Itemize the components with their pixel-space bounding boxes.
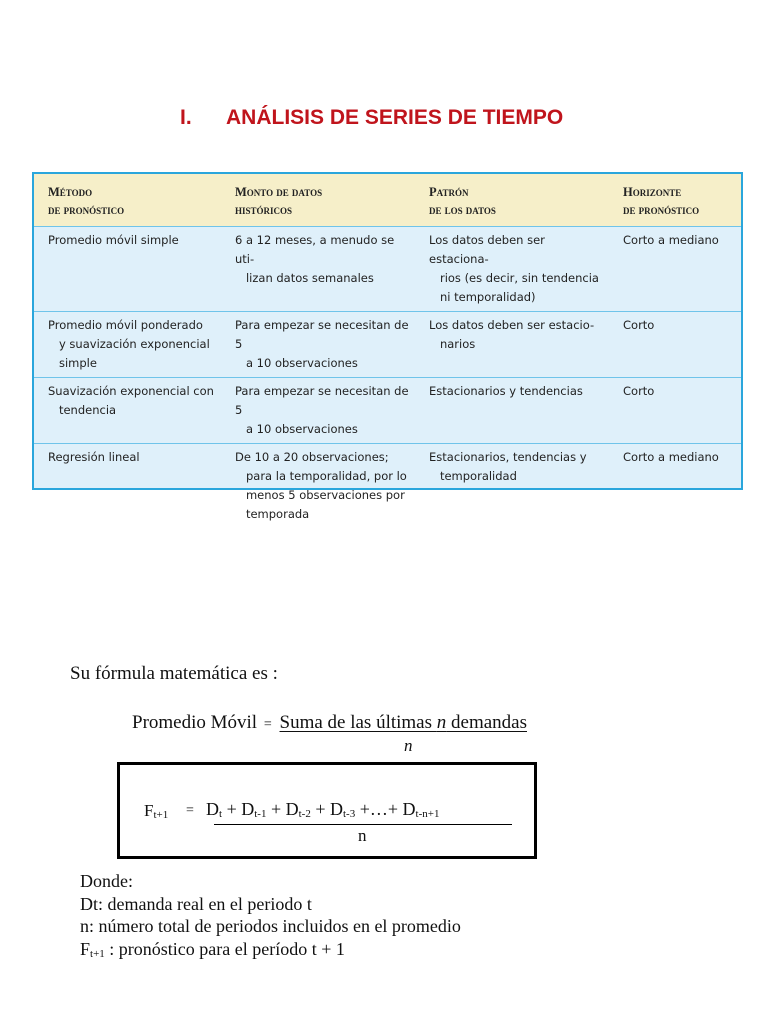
formula-numerator: $D_t + D_{t-1} + D_{t-2} + D_{t-3}$ +…+ $D_{t-n+1}$ — [206, 799, 440, 820]
moving-average-denominator: n — [404, 736, 413, 755]
header-data-pattern: Patrón de los datos — [415, 174, 609, 227]
cell-historical-data: 6 a 12 meses, a menudo se uti- lizan datos semanales — [221, 227, 415, 312]
cell-method: Suavización exponencial con tendencia — [34, 378, 221, 444]
formula-equals: = — [186, 803, 194, 818]
table-row — [34, 444, 741, 531]
cell-data-pattern: Los datos deben ser estaciona- rios (es decir, sin tendencia ni temporalidad) — [415, 227, 609, 312]
definition-f: $F_{t+1}$ : pronóstico para el período t + 1 — [80, 938, 345, 960]
page-title — [180, 106, 563, 130]
equals-sign: = — [263, 717, 272, 732]
header-method: Método de pronóstico — [34, 174, 221, 227]
table-row — [34, 378, 741, 444]
cell-horizon: Corto — [609, 312, 741, 378]
cell-data-pattern: Estacionarios, tendencias y temporalidad — [415, 444, 609, 531]
cell-historical-data: Para empezar se necesitan de 5 a 10 observaciones — [221, 378, 415, 444]
cell-horizon: Corto a mediano — [609, 444, 741, 531]
cell-method: Regresión lineal — [34, 444, 221, 531]
table-header-row — [34, 174, 741, 227]
header-historical-data: Monto de datos históricos — [221, 174, 415, 227]
cell-method: Promedio móvil simple — [34, 227, 221, 312]
fraction-bar — [214, 824, 512, 825]
section-number: I. — [180, 106, 192, 129]
moving-average-numerator: Suma de las últimas n demandas — [279, 712, 527, 733]
moving-average-label: Promedio Móvil — [132, 712, 258, 733]
definition-n: n: número total de periodos incluidos en el promedio — [80, 916, 461, 936]
cell-horizon: Corto — [609, 378, 741, 444]
cell-horizon: Corto a mediano — [609, 227, 741, 312]
formula-denominator: n — [358, 826, 367, 845]
header-horizon: Horizonte de pronóstico — [609, 174, 741, 227]
section-title: ANÁLISIS DE SERIES DE TIEMPO — [226, 106, 564, 129]
cell-historical-data: De 10 a 20 observaciones; para la temporalidad, por lo menos 5 observaciones por temporada — [221, 444, 415, 531]
definitions-title: Donde: — [80, 871, 133, 891]
formula-intro: Su fórmula matemática es : — [70, 663, 278, 684]
moving-average-definition — [132, 712, 527, 734]
cell-data-pattern: Los datos deben ser estacio- narios — [415, 312, 609, 378]
definition-dt: Dt: demanda real en el periodo t — [80, 893, 312, 914]
table-row — [34, 227, 741, 312]
formula-lhs: $F_{t+1}$ — [144, 801, 169, 821]
definitions — [80, 870, 461, 965]
cell-data-pattern: Estacionarios y tendencias — [415, 378, 609, 444]
forecast-formula-box — [117, 762, 537, 859]
forecast-methods-table — [32, 172, 743, 521]
cell-historical-data: Para empezar se necesitan de 5 a 10 observaciones — [221, 312, 415, 378]
table-row — [34, 312, 741, 378]
cell-method: Promedio móvil ponderado y suavización exponencial simple — [34, 312, 221, 378]
